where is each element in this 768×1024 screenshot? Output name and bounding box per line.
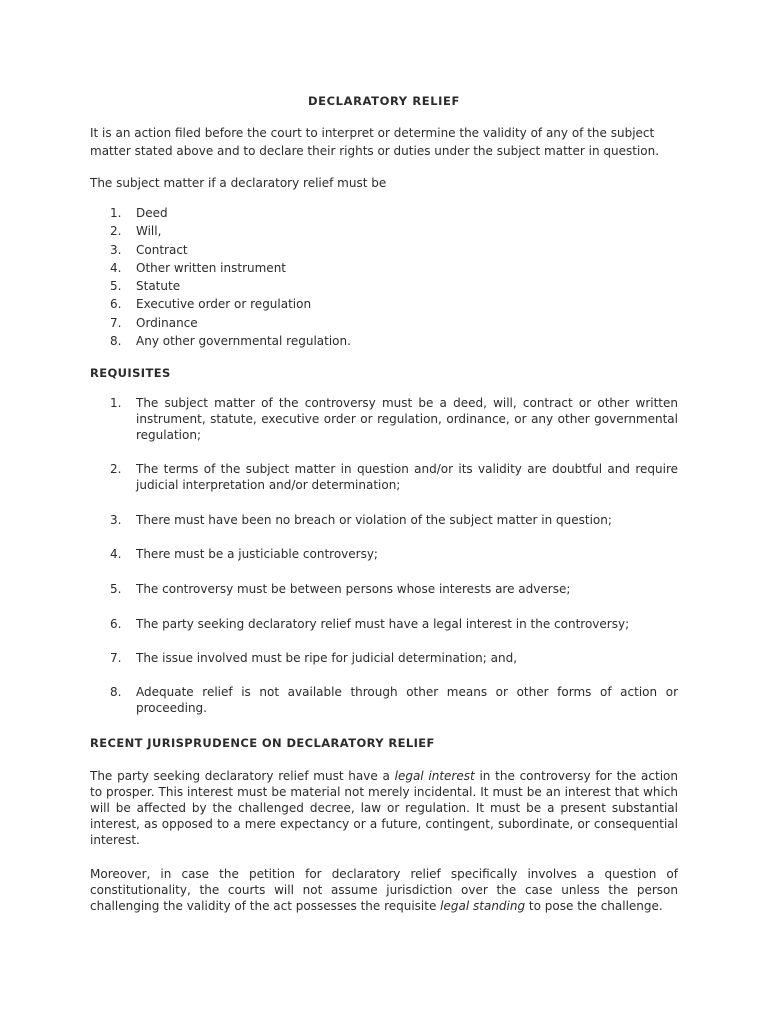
legal-standing-emphasis: legal standing <box>440 899 526 913</box>
intro-paragraph: It is an action filed before the court to interpret or determine the validity of any of the subject matter stated above and to declare their rights or duties under the subject matter in question. <box>90 126 660 158</box>
subject-matter-lead: The subject matter if a declaratory relief must be <box>90 176 387 190</box>
legal-interest-emphasis: legal interest <box>394 769 475 783</box>
jurisprudence-paragraph-1: The party seeking declaratory relief must have a legal interest in the controversy for the action to prosper. This interest must be material not merely incidental. It must be an interest that which will be affected by the challenged decree, law or regulation. It must be a present substantial interest, as opposed to a mere expectancy or a future, contingent, subordinate, or consequential interest. <box>90 769 678 847</box>
jurisprudence-paragraph-2: Moreover, in case the petition for declaratory relief specifically involves a question of constitutionality, the courts will not assume jurisdiction over the case unless the person challenging the validity of the act possesses the requisite legal standing to pose the challenge. <box>90 867 678 913</box>
document-page: DECLARATORY RELIEF It is an action filed before the court to interpret or determine the validity of any of the subject matter stated above and to declare their rights or duties under the subject matter in question. The subject matter if a declaratory relief must be 1. Deed 2. Will, 3. Contract 4. Other written instrument 5. Statute 6. Executive order or regulation 7. Ordinance 8. Any other governmental regulation. REQUISITES 1. The subject matter of the controversy must be a deed, will, contract or other written instrument, statute, executive order or regulation, ordinance, or any other governmental regulation; 2. The terms of the subject matter in question and/or its validity are doubtful and require judicial interpretation and/or determination; 3. There must have been no breach or violation of the subject matter in question; 4. There must be a justiciable controversy; 5. The controversy must be between persons whose interests are adverse; 6. The party seeking declaratory relief must have a legal interest in the controversy; 7. The issue involved must be ripe for judicial determination; and, 8. Adequate relief is not available through other means or other forms of action or proceeding. RECENT JURISPRUDENCE ON DECLARATORY RELIEF The party seeking declaratory relief must have a legal interest in the controversy for the action to prosper. This interest must be material not merely incidental. It must be an interest that which will be affected by the challenged decree, law or regulation. It must be a present substantial interest, as opposed to a mere expectancy or a future, contingent, subordinate, or consequential interest. Moreover, in case the petition for declaratory relief specifically involves a question of constitutionality, the courts will not assume jurisdiction over the case unless the person challenging the validity of the act possesses the requisite legal standing to pose the challenge. <box>0 0 768 1024</box>
document-title: DECLARATORY RELIEF <box>308 94 460 108</box>
requisites-heading: REQUISITES <box>90 366 171 380</box>
jurisprudence-heading: RECENT JURISPRUDENCE ON DECLARATORY RELIEF <box>90 736 435 750</box>
